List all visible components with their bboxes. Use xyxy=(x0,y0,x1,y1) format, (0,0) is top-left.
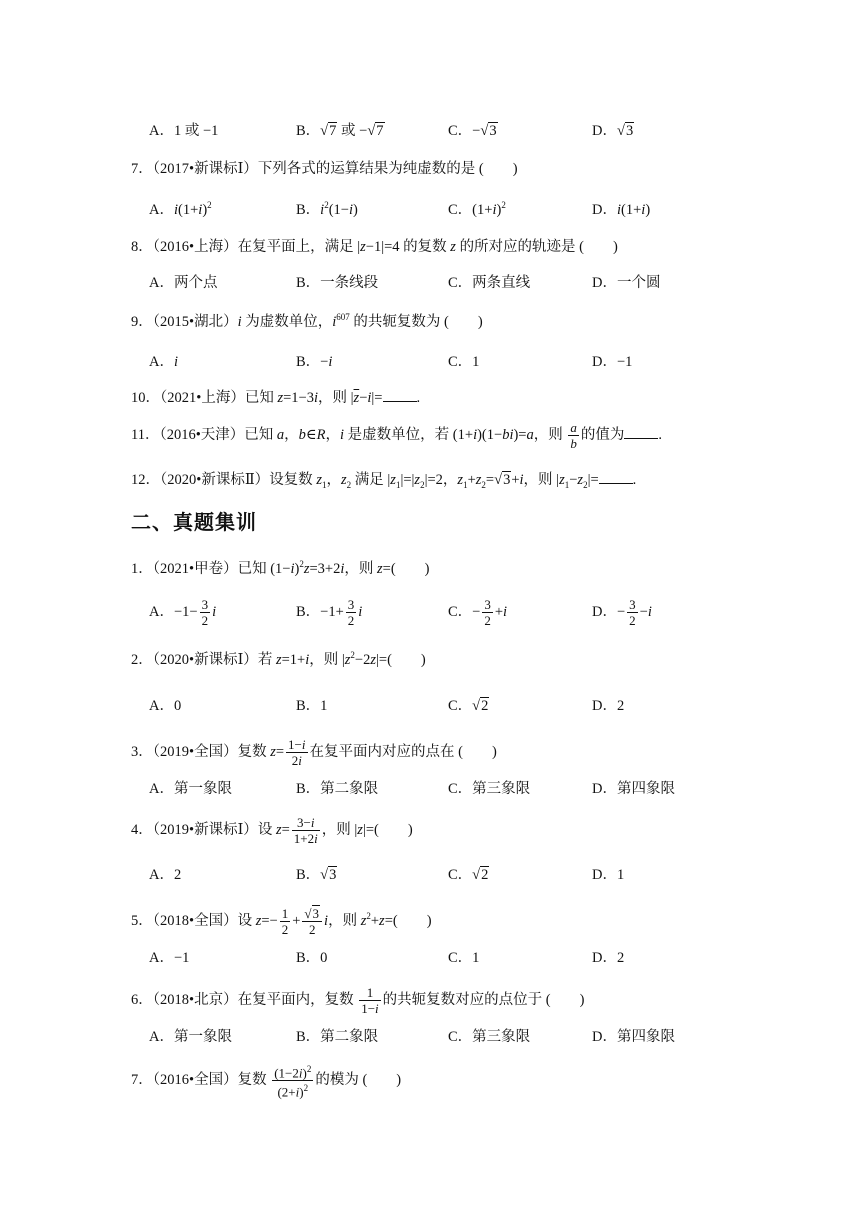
options-row xyxy=(0,694,860,720)
option-b: B．0 xyxy=(296,950,328,966)
question-number: 1． xyxy=(131,561,153,577)
question-10: 10．（2021•上海）已知 z=1−3i，则 $|\overline{z}-i|=$ . xyxy=(131,390,421,406)
option-b: B．$i^2(1-i)$ xyxy=(296,200,358,218)
option-d: D．i(1+i) xyxy=(592,202,651,218)
option-a: A．第一象限 xyxy=(149,1029,232,1045)
option-a: A．−1 xyxy=(149,950,190,966)
question-number: 4． xyxy=(131,821,153,838)
option-b: B．第二象限 xyxy=(296,1029,379,1045)
options-row xyxy=(0,271,860,297)
options-row xyxy=(0,1025,860,1051)
question-source: （2017•新课标Ⅰ） xyxy=(152,161,258,177)
options-row xyxy=(0,119,860,145)
option-b: B．√7 或 −√7 xyxy=(296,123,384,139)
section-title: 二、真题集训 xyxy=(131,510,257,534)
option-c: C．− $\frac{3}{2}$ +i xyxy=(448,597,508,628)
question-2: 2．（2020•新课标Ⅰ）若 z=1+i，则 $|z^2-2z|=$( ) xyxy=(131,650,426,668)
option-a: A．1 或 −1 xyxy=(149,123,219,139)
option-d: D．第四象限 xyxy=(592,781,675,797)
option-b: B．−1+ $\frac{3}{2}$ i xyxy=(296,597,363,628)
question-source: （2016•上海） xyxy=(152,239,238,255)
option-a: A．0 xyxy=(149,698,182,714)
question-number: 12． xyxy=(131,472,160,488)
options-row xyxy=(0,198,860,224)
option-b: B．√3 xyxy=(296,867,337,883)
question-number: 8． xyxy=(131,239,153,255)
option-c: C．1 xyxy=(448,950,480,966)
option-a: A．第一象限 xyxy=(149,781,232,797)
option-b: B．第二象限 xyxy=(296,781,379,797)
question-7: 7．（2016•全国）复数 $\frac{(1-2i)^2}{(2+i)^2}$ 的模为 ( ) xyxy=(131,1064,402,1100)
question-4: 4．（2019•新课标Ⅰ）设 z= $\frac{3-i}{1+2i}$ ，则 |z|=( ) xyxy=(131,815,413,846)
question-number: 7． xyxy=(131,161,153,177)
option-d: D．√3 xyxy=(592,123,634,139)
question-8: 8．（2016•上海）在复平面上，满足 |z−1|=4 的复数 z 的所对应的轨迹是 ( ) xyxy=(131,239,618,255)
option-d: D．−1 xyxy=(592,354,633,370)
question-6: 6．（2018•北京）在复平面内，复数 $\frac{1}{1-i}$ 的共轭复数对应的点位于 ( ) xyxy=(131,985,585,1016)
question-12: 12．（2020•新课标Ⅱ）设复数 $z_1$，$z_2$ 满足 $|z_1|=|z_2|=2$，$z_1+z_2=√3+i$，则 $|z_1-z_2|=$ . xyxy=(131,472,637,490)
question-source: （2020•新课标Ⅱ） xyxy=(160,472,270,488)
question-source: （2019•全国） xyxy=(152,743,238,760)
option-c: C．两条直线 xyxy=(448,275,531,291)
option-c: C．√2 xyxy=(448,867,489,883)
question-source: （2021•甲卷） xyxy=(152,561,238,577)
option-b: B．−i xyxy=(296,354,333,370)
option-c: C．−√3 xyxy=(448,123,497,139)
option-b: B．一条线段 xyxy=(296,275,379,291)
question-source: （2020•新课标Ⅰ） xyxy=(152,652,258,668)
question-9: 9．（2015•湖北）i 为虚数单位，$i^{607}$ 的共轭复数为 ( ) xyxy=(131,312,483,330)
option-a: A．两个点 xyxy=(149,275,218,291)
question-number: 2． xyxy=(131,652,153,668)
option-c: C．$(1+i)^2$ xyxy=(448,200,506,218)
question-1: 1．（2021•甲卷）已知 $(1-i)^2z=3+2i$，则 z=( ) xyxy=(131,559,430,577)
option-d: D．− $\frac{3}{2}$ −i xyxy=(592,597,652,628)
options-row xyxy=(0,863,860,889)
option-d: D．第四象限 xyxy=(592,1029,675,1045)
question-source: （2021•上海） xyxy=(160,390,245,406)
question-number: 3． xyxy=(131,743,153,760)
question-source: （2016•天津） xyxy=(159,426,245,443)
question-3: 3．（2019•全国）复数 z= $\frac{1-i}{2i}$ 在复平面内对应的点在 ( ) xyxy=(131,737,497,768)
option-a: A．2 xyxy=(149,867,182,883)
question-source: （2018•全国） xyxy=(152,912,238,929)
question-number: 10． xyxy=(131,390,160,406)
question-number: 9． xyxy=(131,314,153,330)
option-c: C．1 xyxy=(448,354,480,370)
question-number: 5． xyxy=(131,912,153,929)
question-5: 5．（2018•全国）设 z=− $\frac{1}{2}$ + $\frac{√3}{2}$ i，则 $z^2+z=$( ) xyxy=(131,906,432,937)
question-source: （2015•湖北） xyxy=(152,314,238,330)
option-d: D．一个圆 xyxy=(592,275,661,291)
question-number: 11． xyxy=(131,426,160,443)
question-source: （2018•北京） xyxy=(152,991,238,1008)
options-row xyxy=(0,350,860,376)
question-source: （2016•全国） xyxy=(152,1072,238,1089)
options-row xyxy=(0,597,860,628)
option-c: C．第三象限 xyxy=(448,1029,531,1045)
option-a: A．$i(1+i)^2$ xyxy=(149,200,212,218)
option-a: A．−1− $\frac{3}{2}$ i xyxy=(149,597,217,628)
question-source: （2019•新课标Ⅰ） xyxy=(152,821,258,838)
options-row xyxy=(0,777,860,803)
option-d: D．1 xyxy=(592,867,625,883)
question-number: 7． xyxy=(131,1072,153,1089)
question-11: 11．（2016•天津）已知 a，b∈R，i 是虚数单位，若 (1+i)(1−bi)=a，则 $\frac{a}{b}$ 的值为 . xyxy=(131,420,662,451)
option-a: A．i xyxy=(149,354,179,370)
option-c: C．√2 xyxy=(448,698,489,714)
option-c: C．第三象限 xyxy=(448,781,531,797)
option-b: B．1 xyxy=(296,698,328,714)
fraction: $\frac{a}{b}$ xyxy=(570,420,577,451)
options-row xyxy=(0,946,860,972)
option-d: D．2 xyxy=(592,698,625,714)
question-7: 7．（2017•新课标Ⅰ）下列各式的运算结果为纯虚数的是 ( ) xyxy=(131,161,518,177)
question-number: 6． xyxy=(131,991,153,1008)
option-d: D．2 xyxy=(592,950,625,966)
